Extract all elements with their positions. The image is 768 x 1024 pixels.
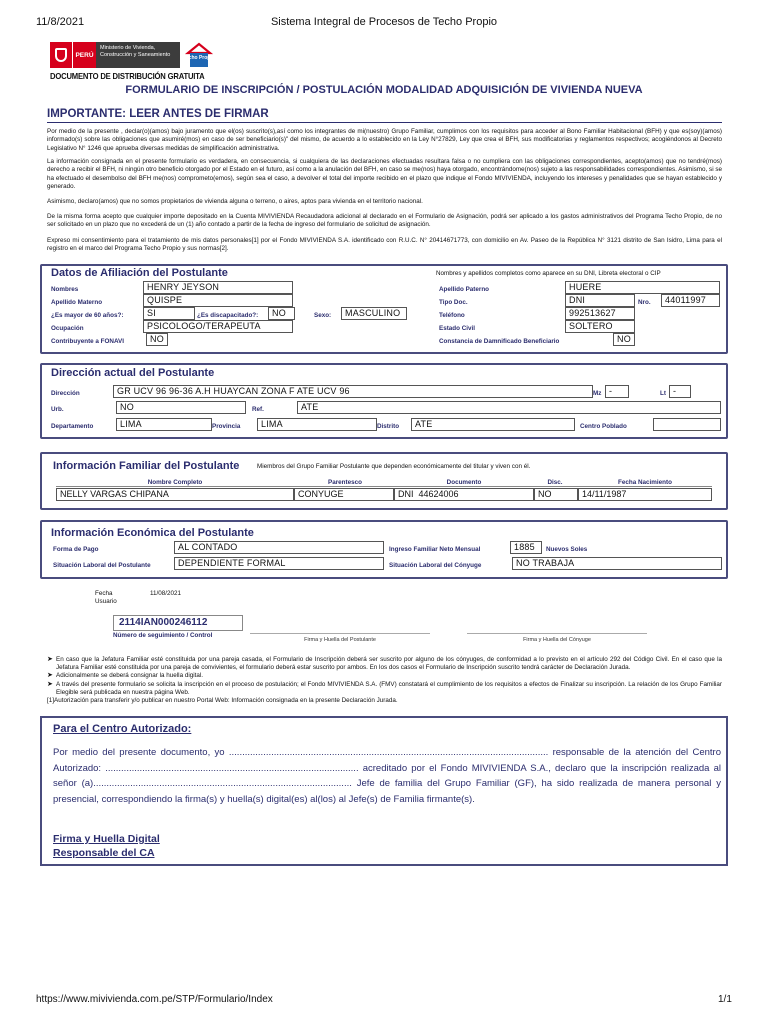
print-date: 11/8/2021 [36, 16, 85, 28]
apellido-materno-label: Apellido Materno [51, 299, 103, 306]
familiar-note: Miembros del Grupo Familiar Postulante que dependen económicamente del titular y viven con él. [257, 463, 531, 470]
col-nombre-header: Nombre Completo [147, 479, 203, 486]
tipo-doc-field[interactable]: DNI [565, 294, 635, 307]
svg-text:Techo Propio: Techo Propio [183, 55, 215, 61]
system-title: Sistema Integral de Procesos de Techo Propio [270, 16, 498, 28]
mayor60-label: ¿Es mayor de 60 años?: [51, 312, 124, 319]
telefono-label: Teléfono [439, 312, 465, 319]
urb-field[interactable]: NO [116, 401, 246, 414]
discapacitado-field[interactable]: NO [268, 307, 295, 320]
sexo-label: Sexo: [314, 312, 332, 319]
mayor60-field[interactable]: SI [143, 307, 195, 320]
fonavi-label: Contribuyente a FONAVI [51, 338, 125, 345]
tipo-doc-label: Tipo Doc. [439, 299, 468, 306]
direccion-label: Dirección [51, 390, 80, 397]
ocupacion-label: Ocupación [51, 325, 84, 332]
familiar-title: Información Familiar del Postulante [53, 460, 240, 472]
forma-pago-label: Forma de Pago [53, 546, 99, 553]
centro-autorizado-text: Por medio del presente documento, yo ......................................................................................................................... responsable de la atención del Centro Autorizado: ................................................................................................ acreditado por el Fondo MIVIVIENDA S.A., declaro que la inscripción realizada al señor (a).................................................................................................. Jefe de familia del Grupo Familiar (GF), ha sido realizada de manera personal y presencial, correspondiendo la firma(s) y huella(s) digital(es) al(los) al Jefe(s) de Familia firmante(s). [53, 747, 721, 805]
footnote: [1]Autorización para transferir y/o publicar en nuestro Portal Web: Información consignada en la presente Declaración Jurada. [47, 697, 398, 705]
distrito-field[interactable]: ATE [411, 418, 575, 431]
col-disc-header: Disc. [547, 479, 563, 486]
telefono-field[interactable]: 992513627 [565, 307, 635, 320]
ocupacion-field[interactable]: PSICOLOGO/TERAPEUTA [143, 320, 293, 333]
ref-field[interactable]: ATE [297, 401, 721, 414]
damnificado-label: Constancia de Damnificado Beneficiario [439, 338, 560, 345]
forma-pago-field[interactable]: AL CONTADO [174, 541, 384, 554]
sit-postulante-label: Situación Laboral del Postulante [53, 562, 151, 569]
conyuge-signature-line [467, 633, 647, 634]
postulante-signature-label: Firma y Huella del Postulante [304, 637, 376, 643]
distrito-label: Distrito [377, 423, 400, 430]
note-item: ➤ A través del presente formulario se solicita la inscripción en el proceso de postulación; el Fondo MIVIVIENDA S.A. (FMV) constatará el cumplimiento de los requisitos a efectos de Finalizar su inscripción. La relación de los Grupo Familiar Elegible será publicada en nuestra página Web. [47, 680, 722, 696]
sit-conyuge-field[interactable]: NO TRABAJA [512, 557, 722, 570]
conyuge-signature-label: Firma y Huella del Cónyuge [523, 637, 591, 643]
postulante-signature-line [250, 633, 430, 634]
nombres-field[interactable]: HENRY JEYSON [143, 281, 293, 294]
ministry-label: Ministerio de Vivienda, Construcción y Saneamiento [96, 42, 180, 68]
col-fecha-header: Fecha Nacimiento [618, 479, 672, 486]
distribution-notice: DOCUMENTO DE DISTRIBUCIÓN GRATUITA [50, 71, 205, 81]
table-header-rule [56, 486, 712, 487]
departamento-field[interactable]: LIMA [116, 418, 212, 431]
ministry-logo [50, 42, 180, 68]
legal-paragraph-2: La información consignada en el presente formulario es verdadera, en consecuencia, si cualquiera de las declaraciones efectuadas resultara falsa o no cumpliera con las obligaciones correspondientes, acepto(amos) que no tendré(mos) derecho a recibir el BFH, ni ningún otro beneficio otorgado por el Estado en el futuro, así como a la anulación del BFH, en caso se me(nos) haya otorgado, encontrándome(nos) sujeto a las responsabilidades correspondientes. Asimismo, si se ha efectuado el desembolso del BFH me(nos) comprometo(emos), según sea el caso, a devolver el total del importe recibido en el plazo que indique el Fondo MIVIVIENDA, incluyendo los intereses y penalidades que se hayan establecido y generado. [47, 158, 722, 191]
moneda-label: Nuevos Soles [546, 546, 588, 553]
provincia-field[interactable]: LIMA [257, 418, 377, 431]
direccion-field[interactable]: GR UCV 96 96-36 A.H HUAYCAN ZONA F ATE UCV 96 [113, 385, 593, 398]
page-number: 1/1 [718, 994, 732, 1005]
ref-label: Ref. [252, 406, 264, 413]
estado-civil-label: Estado Civil [439, 325, 476, 332]
nro-field[interactable]: 44011997 [661, 294, 720, 307]
legal-paragraph-1: Por medio de la presente , declar(o)(amos) bajo juramento que el(os) suscrito(s),así como los integrantes de mi(nuestro) Grupo Familiar, cumplimos con los requisitos para acceder al Bono Familiar Habitacional (BFH) y que es(soy)(amos) informado(s) sobre las obligaciones que asumiré(mos) en caso de ser beneficiario(s)" del mismo, de acuerdo a lo establecido en la Ley N°27829, Ley que crea el BFH, sus modificatorias y reglamentos respectivos; acogiéndonos al Decreto Legislativo N° 1246 que aprueba diversas medidas de simplificación administrativa. [47, 128, 722, 152]
direccion-title: Dirección actual del Postulante [51, 367, 215, 379]
col-parentesco-header: Parentesco [328, 479, 362, 486]
important-heading: IMPORTANTE: LEER ANTES DE FIRMAR [47, 108, 269, 120]
page-url[interactable]: https://www.mivivienda.com.pe/STP/Formulario/Index [36, 994, 273, 1005]
centro-poblado-label: Centro Poblado [580, 423, 627, 430]
ca-signature-label: Firma y Huella Digital [53, 833, 160, 845]
arrow-icon: ➤ [47, 680, 53, 688]
apellido-paterno-field[interactable]: HUERE [565, 281, 720, 294]
nombres-label: Nombres [51, 286, 79, 293]
legal-paragraph-4: De la misma forma acepto que cualquier importe depositado en la Cuenta MIVIVIENDA Recaudadora adicional al declarado en el Formulario de Asignación, podrá ser aplicado a los gastos administrativos del Programa Techo Propio, de no ser solicitado en un plazo que no excederá de un (1) año contado a partir de la fecha de ingreso del formulario de solicitud de asignación. [47, 213, 722, 229]
arrow-icon: ➤ [47, 672, 53, 680]
form-title: FORMULARIO DE INSCRIPCIÓN / POSTULACIÓN MODALIDAD ADQUISICIÓN DE VIVIENDA NUEVA [125, 84, 643, 96]
legal-paragraph-3: Asimismo, declaro(amos) que no somos propietarios de vivienda alguna o terreno, o aires, aptos para vivienda en el territorio nacional. [47, 198, 423, 205]
sit-conyuge-label: Situación Laboral del Cónyuge [389, 562, 482, 569]
lt-label: Lt [660, 390, 666, 397]
family-member-name: NELLY VARGAS CHIPANA [56, 488, 294, 501]
centro-poblado-field[interactable] [653, 418, 721, 431]
family-member-fecha: 14/11/1987 [578, 488, 712, 501]
family-member-disc: NO [534, 488, 578, 501]
ingreso-label: Ingreso Familiar Neto Mensual [389, 546, 481, 553]
note-item: ➤ Adicionalmente se deberá consignar la huella digital. [47, 672, 204, 680]
discapacitado-label: ¿Es discapacitado?: [197, 312, 259, 319]
ca-responsible-label: Responsable del CA [53, 847, 155, 859]
usuario-label: Usuario [95, 598, 117, 605]
fonavi-field[interactable]: NO [146, 333, 168, 346]
legal-paragraph-5: Expreso mi consentimiento para el tratamiento de mis datos personales[1] por el Fondo MIVIVIENDA S.A. identificado con R.U.C. N° 20414671773, con domicilio en Av. Paseo de la República N° 3121 distrito de San Isidro, Lima para el registro en el marco del Programa Techo Propio y sus normas[2]. [47, 237, 722, 253]
tracking-label: Número de seguimiento / Control [113, 632, 213, 639]
estado-civil-field[interactable]: SOLTERO [565, 320, 635, 333]
ingreso-field[interactable]: 1885 [510, 541, 542, 554]
mz-label: Mz [593, 390, 602, 397]
fecha-label: Fecha [95, 590, 113, 597]
mz-field[interactable]: - [605, 385, 629, 398]
economica-title: Información Económica del Postulante [51, 527, 254, 539]
afiliacion-note: Nombres y apellidos completos como aparece en su DNI, Libreta electoral o CIP [436, 270, 661, 277]
arrow-icon: ➤ [47, 656, 53, 663]
col-documento-header: Documento [446, 479, 482, 486]
apellido-paterno-label: Apellido Paterno [439, 286, 490, 293]
divider [47, 122, 722, 123]
family-member-documento: DNI 44624006 [394, 488, 534, 501]
apellido-materno-field[interactable]: QUISPE [143, 294, 293, 307]
urb-label: Urb. [51, 406, 64, 413]
nro-label: Nro. [638, 299, 651, 306]
provincia-label: Provincia [212, 423, 241, 430]
damnificado-field[interactable]: NO [613, 333, 635, 346]
fecha-value: 11/08/2021 [150, 590, 182, 597]
departamento-label: Departamento [51, 423, 94, 430]
shield-icon [50, 42, 72, 68]
family-member-parentesco: CONYUGE [294, 488, 394, 501]
note-item: ➤ En caso que la Jefatura Familiar esté constituida por una pareja casada, el Formulario de Inscripción deberá ser suscrito por alguno de los cónyuges, de conformidad a lo previsto en el artículo 292 del Código Civil. En el caso que la Jefatura Familiar esté constituida por una pareja de convivientes, el formulario deberá estar suscrito por ambos. En los dos casos el Formulario de Inscripción suscrito tendrá carácter de Declaración Jurada. [47, 656, 722, 672]
sit-postulante-field[interactable]: DEPENDIENTE FORMAL [174, 557, 384, 570]
peru-label: PERÚ [72, 42, 96, 68]
centro-autorizado-title: Para el Centro Autorizado: [53, 723, 192, 735]
notes-list [47, 656, 722, 705]
techo-propio-logo [183, 42, 215, 68]
sexo-field[interactable]: MASCULINO [341, 307, 407, 320]
tracking-number: 2114IAN000246112 [113, 615, 243, 631]
lt-field[interactable]: - [669, 385, 691, 398]
afiliacion-title: Datos de Afiliación del Postulante [51, 267, 228, 279]
